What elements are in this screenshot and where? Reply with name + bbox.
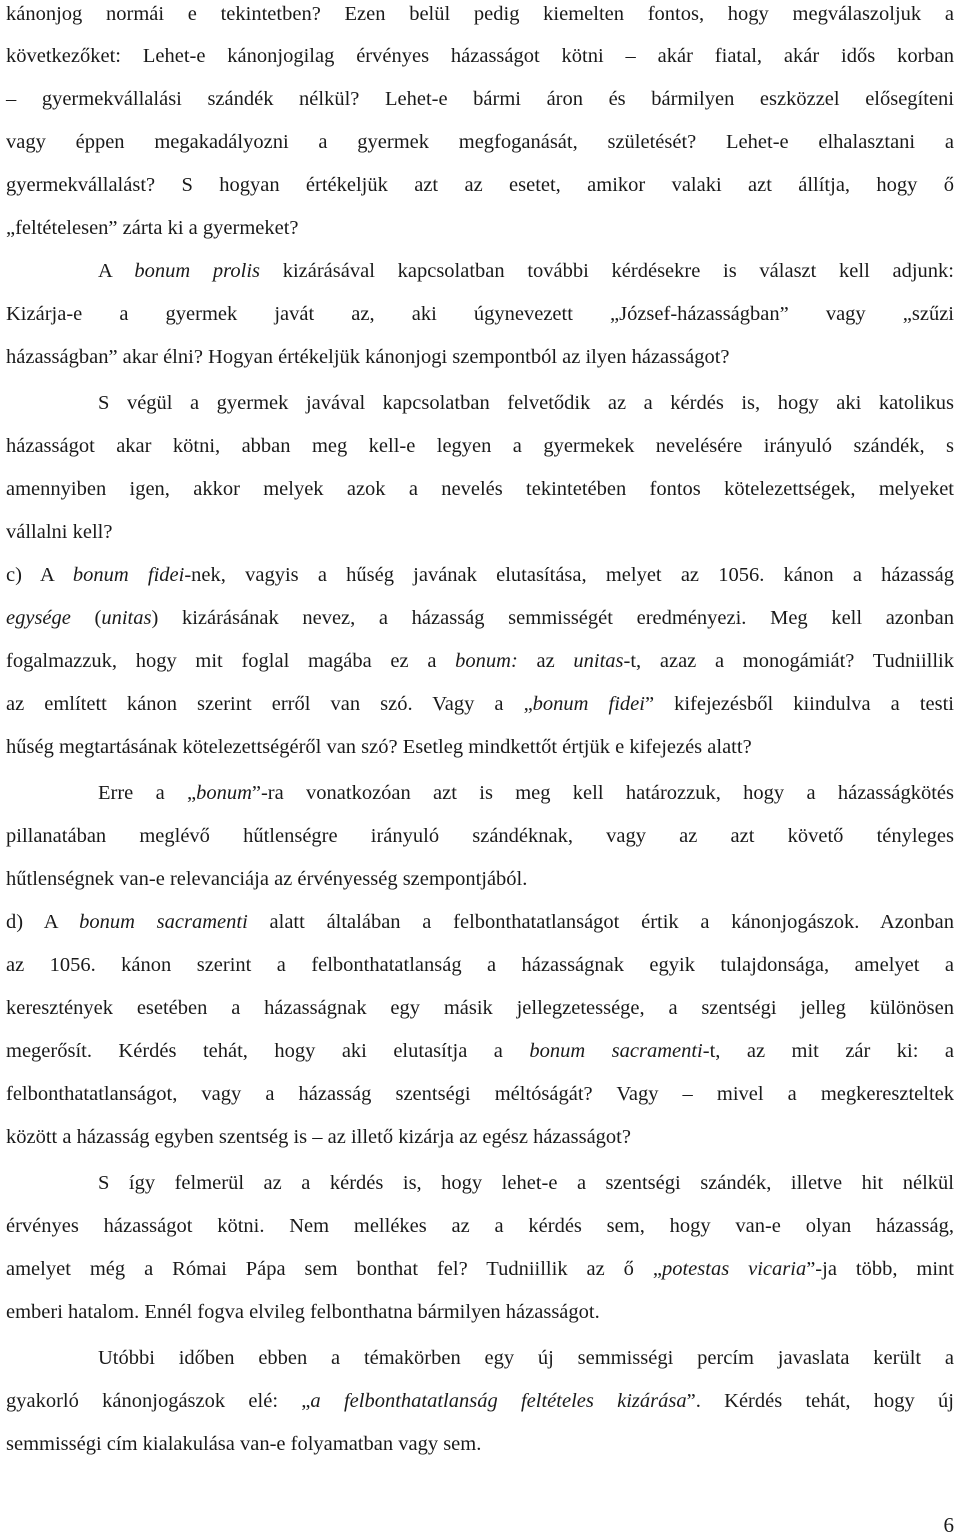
text-line: [6, 994, 954, 1022]
text-segment: között a házasság egyben szentség is – az illető kizárja az egész házasságot?: [6, 1126, 631, 1148]
text-segment: gyakorló kánonjogászok elé: „: [6, 1390, 311, 1412]
text-line: [6, 561, 954, 589]
text-segment: alatt általában a felbonthatatlanságot értik a kánonjogászok. Azonban: [247, 911, 954, 933]
italic-term: bonum:: [455, 650, 518, 672]
text-segment: Utóbbi időben ebben a témakörben egy új semmisségi percím javaslata került a: [98, 1347, 954, 1369]
text-line: [6, 733, 954, 761]
text-line: [98, 389, 954, 417]
text-segment: kizárásával kapcsolatban további kérdésekre is választ kell adjunk:: [260, 260, 954, 282]
text-segment: – gyermekvállalási szándék nélkül? Lehet-e bármi áron és bármilyen eszközzel elősegíteni: [6, 88, 954, 110]
text-segment: kánonjog normái e tekintetben? Ezen belül pedig kiemelten fontos, hogy megválaszoljuk a: [6, 3, 954, 25]
text-line: [6, 1255, 954, 1283]
text-line: [98, 779, 954, 807]
italic-term: unitas: [573, 650, 624, 672]
text-segment: amennyiben igen, akkor melyek azok a nevelés tekintetében fontos kötelezettségek, melyeket: [6, 478, 954, 500]
text-line: [6, 604, 954, 632]
text-line: [6, 1212, 954, 1240]
text-segment: amelyet még a Római Pápa sem bonthat fel? Tudniillik az ő „: [6, 1258, 662, 1280]
text-segment: keresztények esetében a házasságnak egy másik jellegzetessége, a szentségi jelleg különösen: [6, 997, 954, 1019]
text-line: [6, 128, 954, 156]
text-line: [6, 0, 954, 28]
italic-term: bonum fidei: [532, 693, 645, 715]
text-segment: fogalmazzuk, hogy mit foglal magába ez a: [6, 650, 456, 672]
text-segment: felbonthatatlanságot, vagy a házasság szentségi méltóságát? Vagy – mivel a megkereszteltek: [6, 1083, 954, 1105]
text-segment: az 1056. kánon szerint a felbonthatatlanság a házasságnak egyik tulajdonsága, amelyet a: [6, 954, 954, 976]
text-segment: ”-ra vonatkozóan azt is meg kell határozzuk, hogy a házasságkötés: [251, 782, 954, 804]
text-segment: az: [517, 650, 574, 672]
italic-term: bonum sacramenti: [79, 911, 248, 933]
text-line: [6, 865, 954, 893]
text-segment: S végül a gyermek javával kapcsolatban felvetődik az a kérdés is, hogy aki katolikus: [98, 392, 954, 414]
italic-term: bonum: [196, 782, 252, 804]
text-segment: következőket: Lehet-e kánonjogilag érvényes házasságot kötni – akár fiatal, akár idős korban: [6, 45, 954, 67]
text-segment: az említett kánon szerint erről van szó. Vagy a „: [6, 693, 533, 715]
text-line: [6, 951, 954, 979]
text-segment: gyermekvállalást? S hogyan értékeljük azt az esetet, amikor valaki azt állítja, hogy ő: [6, 174, 954, 196]
text-segment: A: [98, 260, 135, 282]
text-line: [6, 171, 954, 199]
text-line: [98, 1344, 954, 1372]
text-line: [6, 1080, 954, 1108]
text-segment: c) A: [6, 564, 73, 586]
text-line: [6, 214, 954, 242]
text-segment: házasságot akar kötni, abban meg kell-e legyen a gyermekek nevelésére irányuló szándék, s: [6, 435, 954, 457]
text-segment: -t, azaz a monogámiát? Tudniillik: [623, 650, 954, 672]
italic-term: potestas vicaria: [661, 1258, 807, 1280]
text-segment: házasságban” akar élni? Hogyan értékeljük kánonjogi szempontból az ilyen házasságot?: [6, 346, 730, 368]
text-segment: emberi hatalom. Ennél fogva elvileg felbonthatna bármilyen házasságot.: [6, 1301, 600, 1323]
text-segment: -nek, vagyis a hűség javának elutasítása, melyet az 1056. kánon a házasság: [184, 564, 955, 586]
text-line: [6, 432, 954, 460]
text-segment: vagy éppen megakadályozni a gyermek megfoganását, születését? Lehet-e elhalasztani a: [6, 131, 954, 153]
text-segment: hűség megtartásának kötelezettségéről van szó? Esetleg mindkettőt értjük e kifejezés alatt?: [6, 736, 752, 758]
text-line: [6, 475, 954, 503]
text-line: [6, 1037, 954, 1065]
text-line: [6, 908, 954, 936]
text-segment: (: [70, 607, 102, 629]
page-number: 6: [943, 1513, 954, 1537]
text-line: [6, 1430, 954, 1458]
text-line: [6, 1123, 954, 1151]
text-segment: ) kizárásának nevez, a házasság semmisségét eredményezi. Meg kell azonban: [151, 607, 955, 629]
text-line: [98, 1169, 954, 1197]
italic-term: bonum fidei: [72, 564, 185, 586]
text-line: [6, 822, 954, 850]
italic-term: egysége: [6, 607, 71, 629]
text-line: [6, 300, 954, 328]
text-segment: érvényes házasságot kötni. Nem mellékes az a kérdés sem, hogy van-e olyan házasság,: [6, 1215, 954, 1237]
text-segment: d) A: [6, 911, 80, 933]
text-segment: S így felmerül az a kérdés is, hogy lehet-e a szentségi szándék, illetve hit nélkül: [98, 1172, 954, 1194]
text-segment: ” kifejezésből kiindulva a testi: [644, 693, 954, 715]
text-segment: ”. Kérdés tehát, hogy új: [686, 1390, 954, 1412]
text-segment: hűtlenségnek van-e relevanciája az érvényesség szempontjából.: [6, 868, 528, 890]
italic-term: unitas: [101, 607, 152, 629]
text-line: [6, 518, 954, 546]
text-line: [6, 647, 954, 675]
text-segment: megerősít. Kérdés tehát, hogy aki elutasítja a: [6, 1040, 530, 1062]
text-line: [6, 42, 954, 70]
text-segment: Erre a „: [98, 782, 197, 804]
text-segment: ”-ja több, mint: [806, 1258, 954, 1280]
text-line: [6, 1298, 954, 1326]
italic-term: bonum prolis: [134, 260, 260, 282]
text-segment: pillanatában meglévő hűtlenségre irányuló szándéknak, vagy az azt követő tényleges: [6, 825, 954, 847]
text-segment: vállalni kell?: [6, 521, 113, 543]
text-line: [6, 1387, 954, 1415]
text-line: [6, 690, 954, 718]
text-segment: Kizárja-e a gyermek javát az, aki úgynevezett „József-házasságban” vagy „szűzi: [6, 303, 954, 325]
text-line: [6, 85, 954, 113]
italic-term: bonum sacramenti: [529, 1040, 703, 1062]
italic-term: a felbonthatatlanság feltételes kizárása: [310, 1390, 687, 1412]
text-line: [6, 343, 954, 371]
text-line: [98, 257, 954, 285]
text-segment: semmisségi cím kialakulása van-e folyamatban vagy sem.: [6, 1433, 482, 1455]
text-segment: „feltételesen” zárta ki a gyermeket?: [6, 217, 299, 239]
text-segment: -t, az mit zár ki: a: [702, 1040, 955, 1062]
